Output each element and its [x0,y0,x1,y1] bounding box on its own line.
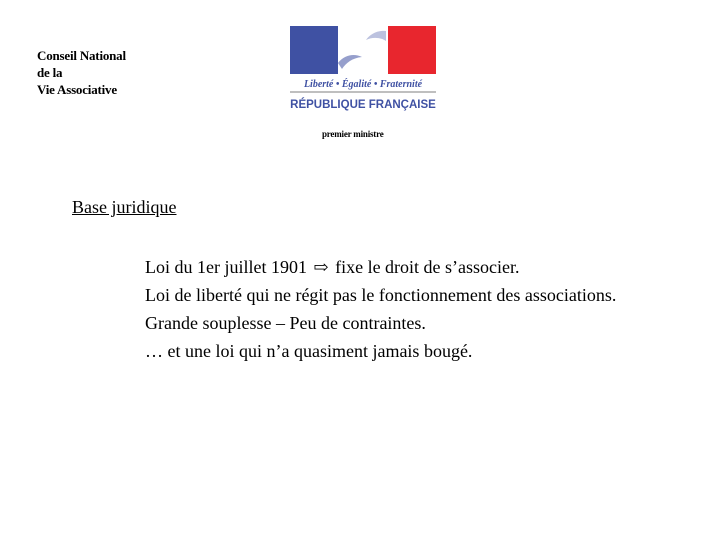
org-line-2: de la [37,65,63,80]
logo-name: RÉPUBLIQUE FRANÇAISE [290,99,436,111]
republique-francaise-logo [288,25,438,117]
logo-red-band [388,26,436,74]
org-line-3: Vie Associative [37,82,117,97]
marianne-logo-icon [288,25,438,117]
section-title: Base juridique [72,197,177,217]
ministry-label: premier ministre [322,129,384,139]
list-item: Loi de liberté qui ne régit pas le fonctionnement des associations. [145,285,617,305]
bullet-1-text: Loi du 1er juillet 1901 [145,257,307,277]
list-item [145,253,616,281]
list-item: … et une loi qui n’a quasiment jamais bougé. [145,341,473,361]
org-line-1: Conseil National [37,48,126,63]
list-item: Grande souplesse – Peu de contraintes. [145,313,426,333]
logo-motto: Liberté • Égalité • Fraternité [303,79,423,90]
organization-name [37,47,126,98]
logo-blue-band [290,26,338,74]
bullet-1-continuation: fixe le droit de s’associer. [335,257,520,277]
bullet-list [145,253,616,365]
right-arrow-icon: ⇨ [313,257,329,277]
